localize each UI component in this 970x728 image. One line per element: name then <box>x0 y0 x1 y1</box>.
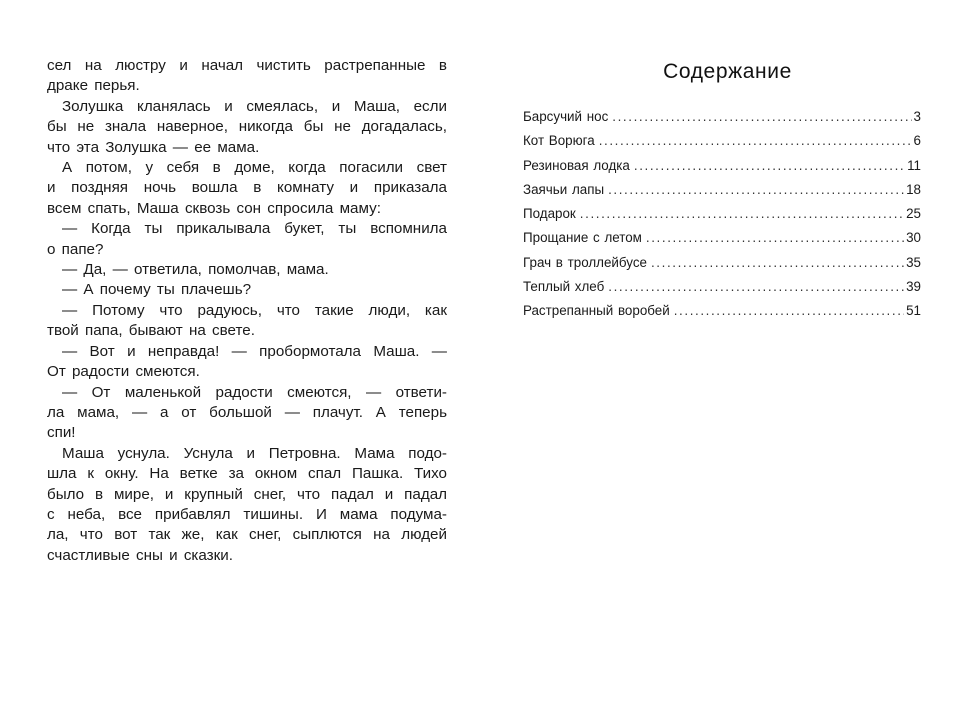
text-line: ла мама, — а от большой — плачут. А теперь <box>47 403 447 421</box>
text-line: Золушка кланялась и смеялась, и Маша, если <box>62 97 447 115</box>
table-of-contents <box>523 109 921 328</box>
text-line: шла к окну. На ветке за окном спал Пашка. Тихо <box>47 465 447 483</box>
story-text <box>47 56 447 566</box>
toc-entry[interactable] <box>523 109 921 133</box>
toc-dot-leader <box>608 279 904 294</box>
text-line: — Вот и неправда! — пробормотала Маша. — <box>62 342 447 360</box>
toc-entry-page: 3 <box>913 109 921 124</box>
toc-entry-title: Прощание с летом <box>523 230 642 246</box>
toc-entry-title: Резиновая лодка <box>523 157 630 173</box>
text-line: — От маленькой радости смеются, — ответи- <box>62 383 447 401</box>
text-line: и поздняя ночь вошла в комнату и приказала <box>47 179 447 197</box>
right-page <box>485 0 970 728</box>
toc-entry-page: 35 <box>906 254 921 270</box>
text-line: всем спать, Маша сквозь сон спросила маму: <box>47 199 381 217</box>
text-line: А потом, у себя в доме, когда погасили свет <box>62 159 447 177</box>
toc-entry[interactable] <box>523 303 921 327</box>
toc-dot-leader <box>608 182 904 197</box>
text-line: сел на люстру и начал чистить растрепанные в <box>47 57 447 74</box>
toc-entry-title: Грач в троллейбусе <box>523 254 647 270</box>
toc-dot-leader <box>646 230 904 245</box>
toc-entry-page: 30 <box>906 230 921 246</box>
text-line: драке перья. <box>47 77 140 95</box>
text-line: От радости смеются. <box>47 363 200 381</box>
toc-entry[interactable] <box>523 255 921 279</box>
toc-entry[interactable] <box>523 182 921 206</box>
toc-entry[interactable] <box>523 158 921 182</box>
text-line: было в мире, и крупный снег, что падал и падал <box>47 485 447 503</box>
toc-entry[interactable] <box>523 133 921 157</box>
text-line: Маша уснула. Уснула и Петровна. Мама подо- <box>62 444 447 462</box>
toc-dot-leader <box>634 158 905 173</box>
toc-dot-leader <box>651 255 904 270</box>
toc-title: Содержание <box>663 60 792 83</box>
toc-entry-page: 51 <box>906 303 921 319</box>
toc-entry-page: 11 <box>907 157 921 173</box>
toc-entry-title: Растрепанный воробей <box>523 303 670 319</box>
text-line: твой папа, бывают на свете. <box>47 322 255 340</box>
toc-entry-title: Барсучий нос <box>523 109 609 124</box>
toc-entry-page: 18 <box>906 181 921 197</box>
toc-entry-page: 6 <box>913 133 921 149</box>
toc-entry[interactable] <box>523 279 921 303</box>
toc-entry[interactable] <box>523 206 921 230</box>
toc-dot-leader <box>580 206 904 221</box>
text-line: с неба, все прибавлял тишины. И мама подума- <box>47 505 447 523</box>
toc-entry[interactable] <box>523 230 921 254</box>
text-line: бы не знала наверное, никогда бы не догадалась, <box>47 118 447 136</box>
toc-entry-page: 25 <box>906 206 921 222</box>
text-line: — Потому что радуюсь, что такие люди, как <box>62 301 447 319</box>
toc-entry-title: Подарок <box>523 206 576 222</box>
toc-dot-leader <box>674 303 904 318</box>
toc-entry-title: Заячьи лапы <box>523 181 605 197</box>
text-line: счастливые сны и сказки. <box>47 546 233 564</box>
text-line: что эта Золушка — ее мама. <box>47 138 260 156</box>
toc-dot-leader <box>612 109 911 124</box>
toc-dot-leader <box>599 133 912 148</box>
toc-entry-title: Теплый хлеб <box>523 279 605 295</box>
text-line: — Когда ты прикалывала букет, ты вспомнила <box>62 220 447 238</box>
text-line: спи! <box>47 424 76 442</box>
text-line: о папе? <box>47 240 104 258</box>
text-line: ла, что вот так же, как снег, сыплются на людей <box>47 526 447 544</box>
text-line: — А почему ты плачешь? <box>62 281 252 299</box>
toc-entry-title: Кот Ворюга <box>523 133 595 149</box>
text-line: — Да, — ответила, помолчав, мама. <box>62 261 329 279</box>
toc-entry-page: 39 <box>906 279 921 295</box>
